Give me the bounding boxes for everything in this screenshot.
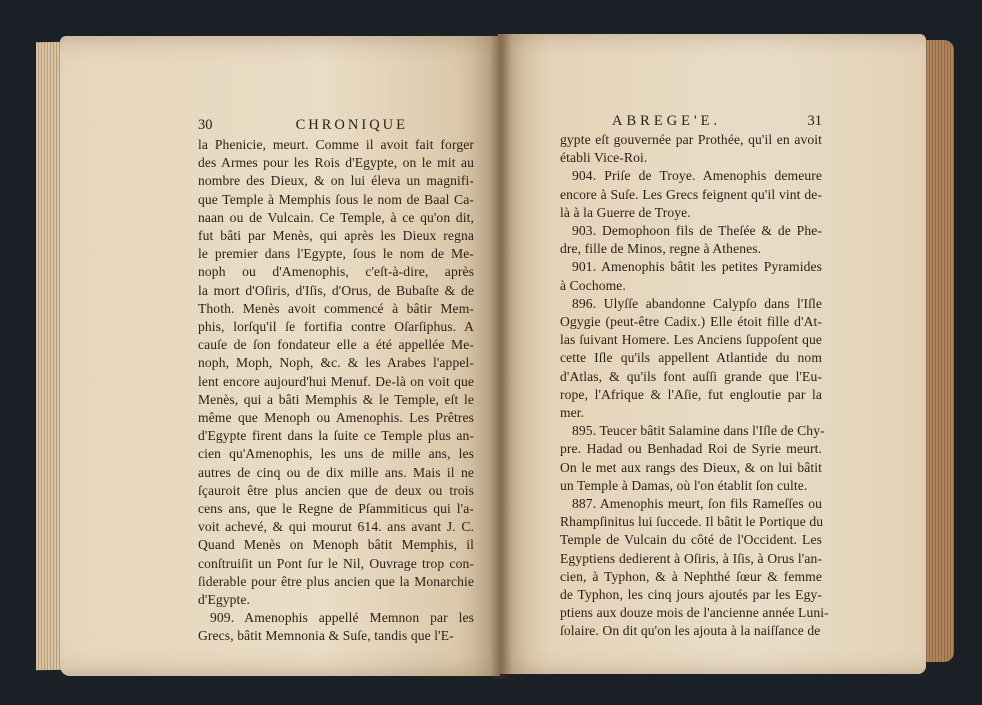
text-line: dre, fille de Minos, regne à Athenes. <box>560 241 762 257</box>
text-line: la Phenicie, meurt. Comme il avoit fait forger <box>198 137 474 152</box>
text-line: conſtruiſit un Pont ſur le Nil, Ouvrage trop con- <box>198 555 474 571</box>
text-line: même que Menoph ou Amenophis. Les Prêtres <box>198 410 474 426</box>
text-line: phis, lorſqu'il ſe fortifia contre Oſarſiphus. A <box>198 319 474 335</box>
text-line: 896. Ulyſſe abandonne Calypſo dans l'Iſle <box>572 295 822 311</box>
right-running-header <box>612 113 822 130</box>
text-line: 887. Amenophis meurt, ſon fils Rameſſes ou <box>572 496 822 512</box>
text-line: cien qu'Amenophis, les uns de mille ans, les <box>198 446 474 462</box>
text-line: rope, l'Afrique & l'Aſie, fut engloutie par la <box>560 386 822 402</box>
text-line: le premier dans l'Egypte, ſous le nom de Me- <box>198 246 474 262</box>
text-line: cien, à Typhon, & à Nephthé ſœur & femme <box>560 568 822 584</box>
text-line: Egyptiens dedierent à Oſiris, à Iſis, à Orus l'an- <box>560 550 822 566</box>
right-running-title: ABREGE'E. <box>612 113 722 129</box>
text-line: encore à Suſe. Les Grecs feignent qu'il vint de- <box>560 186 822 202</box>
text-line: 895. Teucer bâtit Salamine dans l'Iſle de Chy- <box>572 423 825 439</box>
text-line: de Typhon, les cinq jours ajoutés par les Egy- <box>560 587 822 603</box>
left-page-text <box>198 136 474 646</box>
text-line: naan ou de Vulcain. Ce Temple, à ce qu'on dit, <box>198 209 474 225</box>
text-line: noph ou d'Amenophis, c'eſt-à-dire, après <box>198 264 474 280</box>
text-line: que Temple à Memphis ſous le nom de Baal Ca- <box>198 191 474 207</box>
text-line: lent encore aujourd'hui Menuf. De-là on voit que <box>198 373 474 389</box>
text-line: mer. <box>560 405 585 421</box>
text-line: autres de cinq ou de dix mille ans. Mais il ne <box>198 464 474 480</box>
text-line: ptiens aux douze mois de l'ancienne année Luni- <box>560 605 829 621</box>
text-line: Quand Menès on Menoph bâtit Memphis, il <box>198 537 474 553</box>
right-page-text <box>560 131 829 641</box>
text-line: ſçauroit être plus ancien que de deux ou trois <box>198 482 474 498</box>
text-line: d'Egypte firent dans la ſuite ce Temple plus an- <box>198 428 474 444</box>
text-line: On le met aux rangs des Dieux, & on lui bâtit <box>560 459 822 475</box>
text-line: à Cochome. <box>560 277 626 293</box>
right-page-number: 31 <box>807 113 822 129</box>
text-line: 903. Demophoon fils de Theſée & de Phe- <box>572 223 822 239</box>
text-line: là à la Guerre de Troye. <box>560 204 691 220</box>
text-line: Rhampſinitus lui ſuccede. Il bâtit le Portique du <box>560 514 824 530</box>
text-line: 909. Amenophis appellé Memnon par les <box>210 610 474 626</box>
book-gutter <box>490 34 512 679</box>
text-line: établi Vice-Roi. <box>560 150 648 166</box>
text-line: ſiderable pour être plus ancien que la Monarchie <box>198 573 474 589</box>
left-running-title: CHRONIQUE <box>295 117 408 133</box>
text-line: Ogygie (peut-être Cadix.) Elle étoit fille d'At- <box>560 314 822 330</box>
text-line: las ſuivant Homere. Les Anciens ſuppoſent que <box>560 332 822 348</box>
text-line: fut bâti par Menès, qui après les Dieux regna <box>198 228 474 244</box>
left-running-header <box>198 117 468 134</box>
text-line: d'Egypte. <box>198 592 251 608</box>
text-line: Menès, qui a bâti Memphis & le Temple, eſt le <box>198 391 474 407</box>
text-line: cens ans, que le Regne de Pſammiticus qui l'a- <box>198 501 474 517</box>
text-line: voit achevé, & qui mourut 614. ans avant J. C. <box>198 519 474 535</box>
text-line: Temple de Vulcain du côté de l'Occident. Les <box>560 532 822 548</box>
text-line: nombre des Dieux, & on lui éleva un magnifi- <box>198 173 474 189</box>
text-line: un Temple à Damas, où l'on établit ſon culte. <box>560 477 808 493</box>
text-line: cauſe de ſon fondateur elle a été appellée Me- <box>198 337 474 353</box>
text-line: d'Atlas, & qu'ils font auſſi grande que l'Eu- <box>560 368 822 384</box>
left-page-number: 30 <box>198 117 213 133</box>
text-line: noph, Moph, Noph, &c. & les Arabes l'appel- <box>198 355 474 371</box>
text-line: Thoth. Menès avoit commencé à bâtir Mem- <box>198 300 474 316</box>
text-line: la mort d'Oſiris, d'Iſis, d'Orus, de Bubaſte & de <box>198 282 474 298</box>
text-line: 901. Amenophis bâtit les petites Pyramides <box>572 259 822 275</box>
text-line: pre. Hadad ou Benhadad Roi de Syrie meurt. <box>560 441 822 457</box>
text-line: 904. Priſe de Troye. Amenophis demeure <box>572 168 822 184</box>
text-line: ſolaire. On dit qu'on les ajouta à la naiſſance de <box>560 623 821 639</box>
text-line: gypte eſt gouvernée par Prothée, qu'il en avoit <box>560 132 822 147</box>
text-line: des Armes pour les Rois d'Egypte, on le mit au <box>198 155 474 171</box>
text-line: Grecs, bâtit Memnonia & Suſe, tandis que l'E- <box>198 628 454 644</box>
text-line: cette Iſle qu'ils appellent Atlantide du nom <box>560 350 822 366</box>
